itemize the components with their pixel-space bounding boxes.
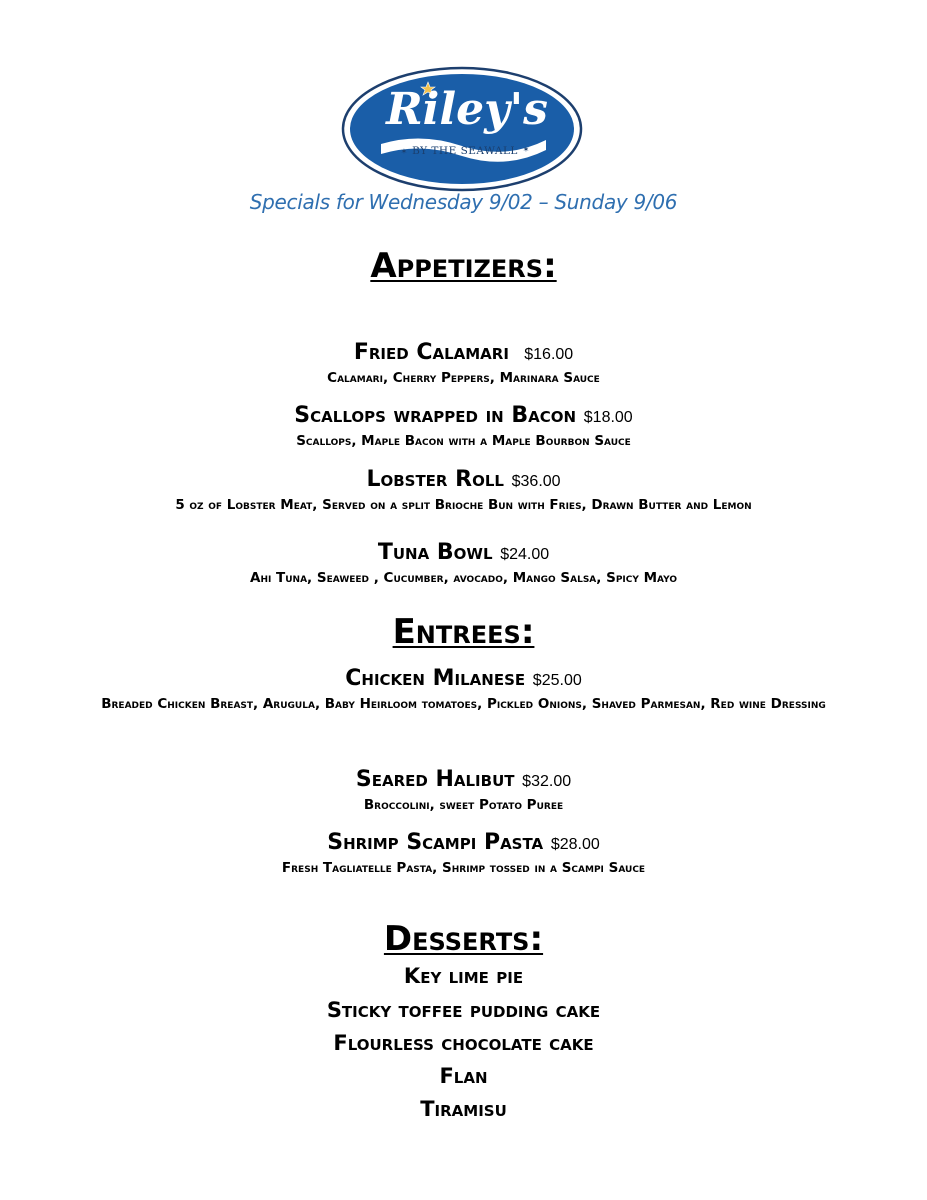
menu-item-price: $28.00 bbox=[550, 836, 600, 853]
menu-item-description: Scallops, Maple Bacon with a Maple Bourbon Sauce bbox=[296, 433, 631, 449]
menu-item-title bbox=[0, 767, 927, 795]
menu-item-description: Breaded Chicken Breast, Arugula, Baby Heirloom tomatoes, Pickled Onions, Shaved Parmesan, Red wine Dressing bbox=[101, 696, 826, 712]
logo-tagline-text: BY THE SEAWALL bbox=[412, 145, 518, 157]
dessert-item: Sticky toffee pudding cake bbox=[326, 998, 601, 1022]
menu-item-description: Ahi Tuna, Seaweed , Cucumber, avocado, Mango Salsa, Spicy Mayo bbox=[250, 570, 677, 586]
specials-date-range: Specials for Wednesday 9/02 – Sunday 9/06 bbox=[249, 190, 678, 214]
menu-item-name: Seared Halibut bbox=[355, 767, 515, 792]
menu-item-price: $24.00 bbox=[500, 546, 550, 563]
menu-item-title bbox=[0, 830, 927, 858]
menu-item-description: Fresh Tagliatelle Pasta, Shrimp tossed in a Scampi Sauce bbox=[281, 860, 646, 876]
menu-item-price: $36.00 bbox=[511, 473, 561, 490]
menu-item-title bbox=[0, 467, 927, 495]
dessert-item: Key lime pie bbox=[403, 964, 524, 988]
svg-text:✶: ✶ bbox=[522, 145, 530, 154]
dessert-item: Tiramisu bbox=[420, 1097, 507, 1121]
menu-item-title bbox=[0, 340, 927, 368]
menu-item-name: Fried Calamari bbox=[353, 340, 509, 365]
menu-item-price: $32.00 bbox=[522, 773, 572, 790]
entrees-heading: Entrees: bbox=[392, 612, 535, 652]
menu-item-description: 5 oz of Lobster Meat, Served on a split Brioche Bun with Fries, Drawn Butter and Lemon bbox=[175, 497, 752, 513]
desserts-heading: Desserts: bbox=[383, 919, 544, 959]
menu-item-price: $16.00 bbox=[524, 346, 574, 363]
dessert-item: Flan bbox=[439, 1064, 488, 1088]
menu-item-title bbox=[0, 403, 927, 431]
menu-item-name: Chicken Milanese bbox=[345, 666, 526, 691]
logo-name-text: Riley's bbox=[386, 84, 548, 135]
menu-item-title bbox=[0, 540, 927, 568]
dessert-item: Flourless chocolate cake bbox=[333, 1031, 594, 1055]
menu-item-description: Broccolini, sweet Potato Puree bbox=[363, 797, 564, 813]
menu-item-price: $25.00 bbox=[532, 672, 582, 689]
menu-item-title bbox=[0, 666, 927, 694]
svg-text:✶: ✶ bbox=[400, 147, 408, 156]
menu-item-name: Tuna Bowl bbox=[377, 540, 493, 565]
appetizers-heading: Appetizers: bbox=[370, 246, 557, 286]
menu-item-name: Lobster Roll bbox=[366, 467, 504, 492]
menu-item-name: Scallops wrapped in Bacon bbox=[294, 403, 577, 428]
menu-item-name: Shrimp Scampi Pasta bbox=[327, 830, 544, 855]
menu-item-description: Calamari, Cherry Peppers, Marinara Sauce bbox=[327, 370, 600, 386]
menu-item-price: $18.00 bbox=[583, 409, 633, 426]
rileys-logo bbox=[341, 66, 583, 192]
